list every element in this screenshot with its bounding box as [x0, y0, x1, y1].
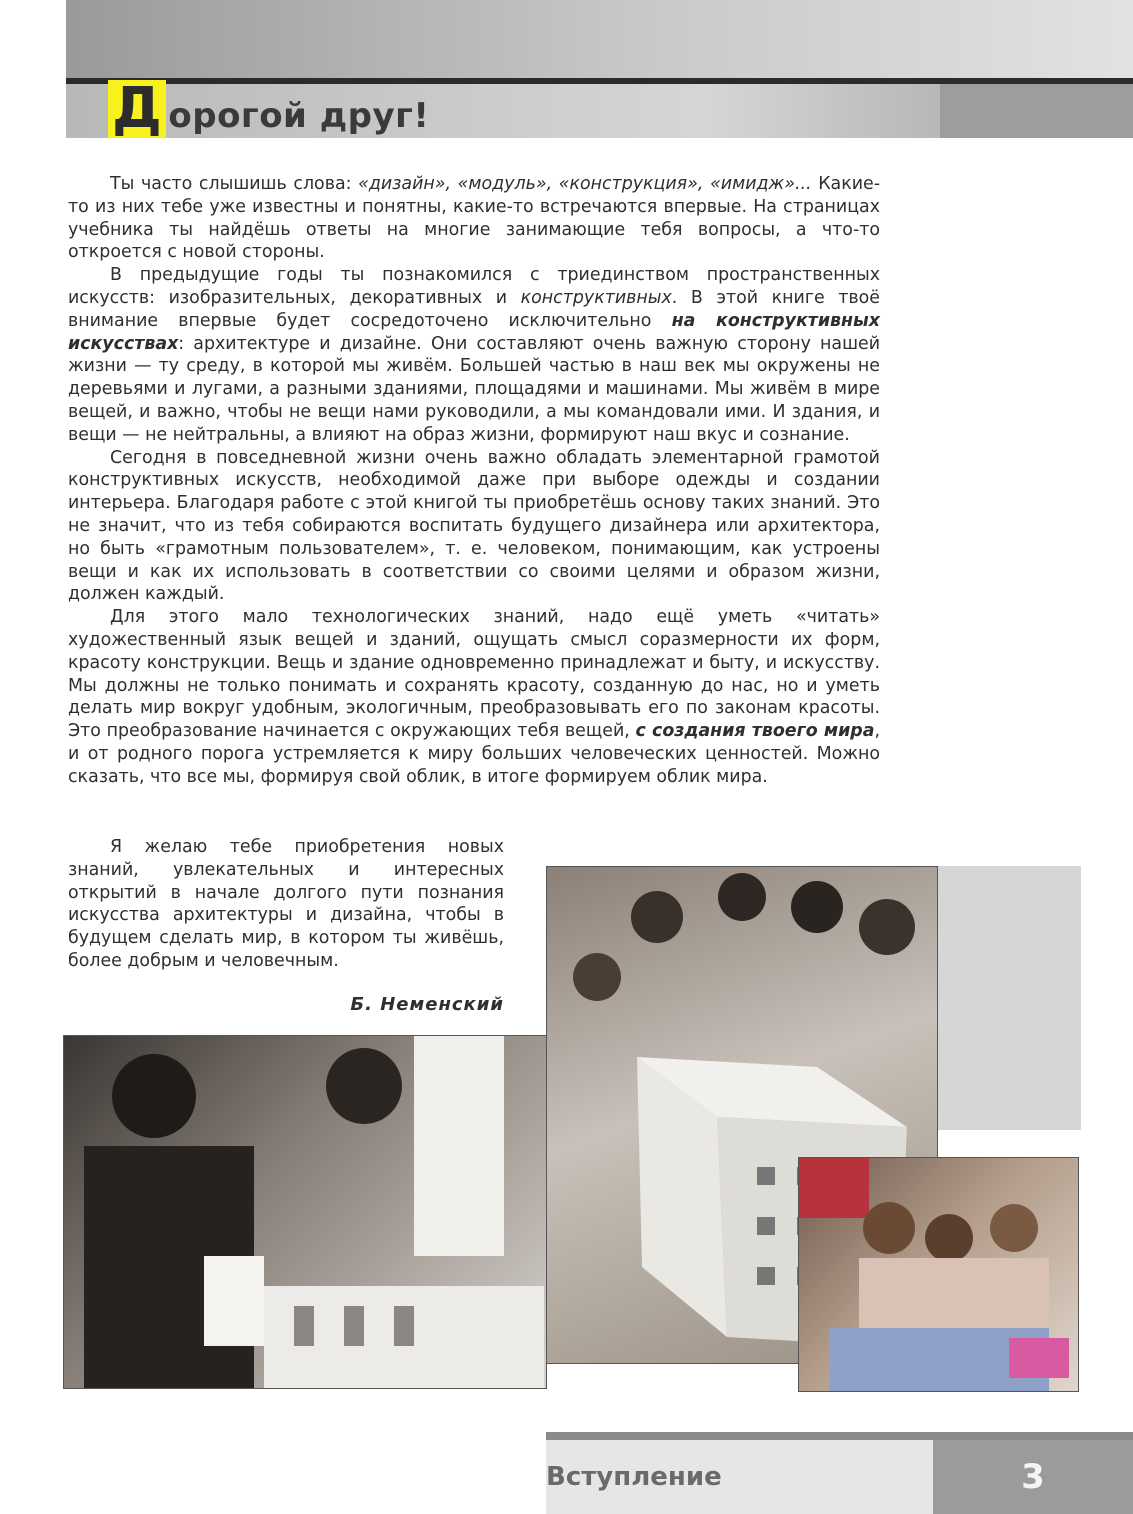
photo-3-illustration — [799, 1158, 1078, 1391]
paragraph-2: В предыдущие годы ты познакомился с триединством пространственных искусств: изобразительных, декоративных и конструктивных. В этой книге твоё внимание впервые будет сосредоточено исключительно на конструктивных искусствах: архитектуре и дизайне. Они составляют очень важную сторону нашей жизни — ту среду, в которой мы живём. Большей частью в наш век мы окружены не деревьями и лугами, а разными зданиями, площадями и машинами. Мы живём в мире вещей, и важно, чтобы не вещи нами руководили, а мы командовали ими. И здания, и вещи — не нейтральны, а влияют на образ жизни, формируют наш вкус и сознание. — [68, 265, 880, 445]
title-rest: орогой друг! — [168, 96, 430, 136]
photo-2-illustration — [64, 1036, 546, 1388]
paragraph-4: Для этого мало технологических знаний, надо ещё уметь «читать» художественный язык вещей и зданий, ощущать смысл соразмерности их форм, красоту конструкции. Вещь и здание одновременно принадлежат и быту, и искусству. Мы должны не только понимать и сохранять красоту, созданную до нас, но и уметь делать мир вокруг удобным, экологичным, преобразовывать его по законам красоты. Это преобразование начинается с окружающих тебя вещей, с создания твоего мира, и от родного порога устремляется к миру больших человеческих ценностей. Можно сказать, что все мы, формируя свой облик, в итоге формируем облик мира. — [68, 607, 880, 787]
photo-students-city-model — [63, 1035, 547, 1389]
emphasis-words: «дизайн», «модуль», «конструкция», «имидж»... — [358, 174, 812, 194]
paragraph-3: Сегодня в повседневной жизни очень важно обладать элементарной грамотой конструктивных искусств, необходимой даже при выборе одежды и создании интерьера. Благодаря работе с этой книгой ты приобретёшь основу таких знаний. Это не значит, что из тебя собираются воспитать будущего дизайнера или архитектора, но быть «грамотным пользователем», т. е. человеком, понимающим, как устроены вещи и как их использовать в соответствии со своими целями и образом жизни, должен каждый. — [68, 447, 880, 605]
bold-constructive-arts: на конструктивных искусствах — [68, 310, 880, 354]
page-title — [108, 74, 430, 141]
emphasis-constructive: конструктивных — [520, 287, 672, 308]
footer-divider — [546, 1432, 1133, 1440]
body-text — [68, 173, 880, 789]
header-accent-block — [940, 84, 1133, 138]
closing-paragraph: Я желаю тебе приобретения новых знаний, увлекательных и интересных открытий в начале долгого пути познания искусства архитектуры и дизайна, чтобы в будущем сделать мир, в котором ты живёшь, более добрым и человечным. — [68, 837, 504, 971]
header-band — [66, 0, 1133, 78]
photo-students-drawing — [798, 1157, 1079, 1392]
author-signature: Б. Неменский — [350, 994, 504, 1015]
photo-backdrop — [937, 866, 1081, 1130]
paragraph-1: Ты часто слышишь слова: «дизайн», «модуль», «конструкция», «имидж»... Какие-то из них тебе уже известны и понятны, какие-то встречаются впервые. На страницах учебника ты найдёшь ответы на многие занимающие тебя вопросы, а что-то откроется с новой стороны. — [68, 174, 880, 263]
section-label: Вступление — [546, 1440, 933, 1514]
bold-your-world: с создания твоего мира — [635, 721, 875, 742]
page-number: 3 — [933, 1440, 1133, 1514]
title-initial: Д — [108, 80, 166, 138]
